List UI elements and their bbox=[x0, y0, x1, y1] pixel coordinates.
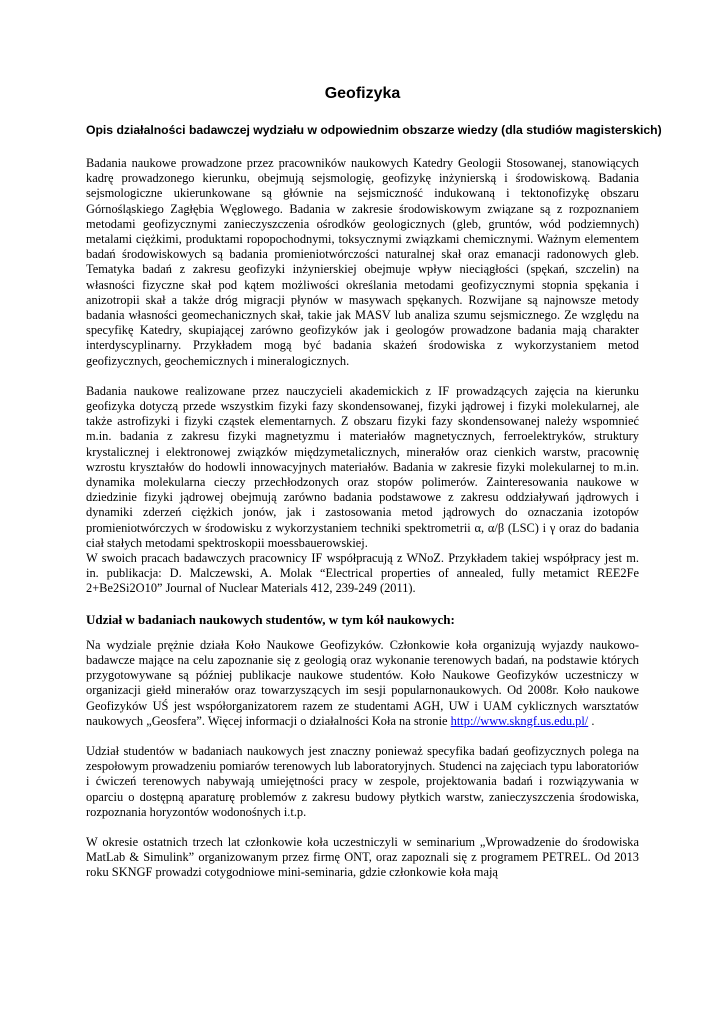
paragraph-science-club bbox=[86, 638, 639, 729]
paragraph-research-applied-geology: Badania naukowe prowadzone przez pracowników naukowych Katedry Geologii Stosowanej, stanowiących kadrę prowadzonego kierunku, obejmują sejsmologię, geofizykę inżynierską i środowiskową. Badania sejsmologiczne ukierunkowane są głównie na sejsmiczność indukowaną i tektonofizykę obszaru Górnośląskiego Zagłębia Węglowego. Badania w zakresie środowiskowym związane są z rozpoznaniem metodami geofizycznymi zanieczyszczenia ośrodków geologicznych (gleb, gruntów, wód podziemnych) metalami ciężkimi, produktami ropopochodnymi, toksycznymi związkami chemicznymi. Ważnym elementem badań środowiskowych są badania promieniotwórczości naturalnej skał oraz emanacji radonowych gleb. Tematyka badań z zakresu geofizyki inżynierskiej obejmuje wpływ nieciągłości (spękań, szczelin) na własności fizyczne skał pod kątem możliwości określania metodami geofizycznymi stopnia spękania i anizotropii skał a także dróg migracji płynów w masywach spękanych. Rozwijane są najnowsze metody badania własności geomechanicznych skał, takie jak MASV lub analiza szumu sejsmicznego. Ze względu na specyfikę Katedry, skupiającej zarówno geofizyków jak i geologów prowadzone badania mają charakter interdyscyplinarny. Przykładem mogą być badania skażeń środowiska z wykorzystaniem metod geofizycznych, geochemicznych i mineralogicznych. bbox=[86, 156, 639, 368]
page-title: Geofizyka bbox=[324, 85, 401, 102]
paragraph-seminars: W okresie ostatnich trzech lat członkowie koła uczestniczyli w seminarium „Wprowadzenie do środowiska MatLab & Simulink” organizowanym przez firmę ONT, oraz zapoznali się z programem PETREL. Od 2013 roku SKNGF prowadzi cotygodniowe mini-seminaria, gdzie członkowie koła mają bbox=[86, 834, 639, 880]
paragraph-student-participation: Udział studentów w badaniach naukowych jest znaczny ponieważ specyfika badań geofizycznych polega na zespołowym prowadzeniu pomiarów terenowych lub laboratoryjnych. Studenci na zajęciach typu laboratoriów i ćwiczeń terenowych nabywają umiejętności pracy w zespole, projektowania badań i rozwiązywania w oparciu o dostępną aparaturę problemów z zakresu budowy płytkich warstw, zanieczyszczenia środowiska, rozpoznania horyzontów wodonośnych i.t.p. bbox=[86, 743, 639, 819]
paragraph-research-physics-institute: Badania naukowe realizowane przez nauczycieli akademickich z IF prowadzących zajęcia na kierunku geofizyka dotyczą przede wszystkim fizyki fazy skondensowanej, fizyki jądrowej i fizyki molekularnej, ale także astrofizyki i fizyki cząstek elementarnych. Z obszaru fizyki fazy skondensowanej należy wspomnieć m.in. badania z zakresu fizyki magnetyzmu i materiałów magnetycznych, ferroelektryków, struktury krystalicznej i elektronowej związków międzymetalicznych, minerałów oraz cienkich warstw, pracownię wzrostu kryształów do hodowli innowacyjnych materiałów. Badania w zakresie fizyki molekularnej to m.in. dynamika molekularna cieczy przechłodzonych oraz stopów polimerów. Zainteresowania naukowe w dziedzinie fizyki jądrowej obejmują zarówno badania podstawowe z zakresu oddziaływań jądrowych i dynamiki zderzeń ciężkich jonów, jak i zastosowania metod jądrowych do oznaczania izotopów promieniotwórczych w środowisku z wykorzystaniem techniki spektrometrii α, α/β (LSC) i γ oraz do badania ciał stałych metodami spektroskopii moessbauerowskiej. bbox=[86, 383, 639, 550]
paragraph-cooperation: W swoich pracach badawczych pracownicy IF współpracują z WNoZ. Przykładem takiej współpracy jest m. in. publikacja: D. Malczewski, A. Molak “Electrical properties of annealed, fully metamict REE2Fe 2+Be2Si2O10” Journal of Nuclear Materials 412, 239-249 (2011). bbox=[86, 551, 639, 596]
page-subtitle: Opis działalności badawczej wydziału w odpowiednim obszarze wiedzy (dla studiów magisterskich) bbox=[86, 123, 662, 137]
science-club-text: Na wydziale prężnie działa Koło Naukowe Geofizyków. Członkowie koła organizują wyjazdy naukowo-badawcze mające na celu zapoznanie się z geologią oraz wykonanie terenowych badań, na podstawie których przygotowywane są później publikacje naukowe studentów. Koło Naukowe Geofizyków uczestniczy w organizacji giełd minerałów oraz towarzyszących im sesji popularnonaukowych. Od 2008r. Koło naukowe Geofizyków UŚ jest współorganizatorem razem ze studentami AGH, UW i UAM cyklicznych warsztatów naukowych „Geosfera”. Więcej informacji o działalności Koła na stronie bbox=[86, 637, 639, 728]
science-club-text-end: . bbox=[588, 713, 595, 728]
section-heading-students: Udział w badaniach naukowych studentów, w tym kół naukowych: bbox=[86, 611, 455, 627]
science-club-link[interactable]: http://www.skngf.us.edu.pl/ bbox=[450, 713, 589, 728]
